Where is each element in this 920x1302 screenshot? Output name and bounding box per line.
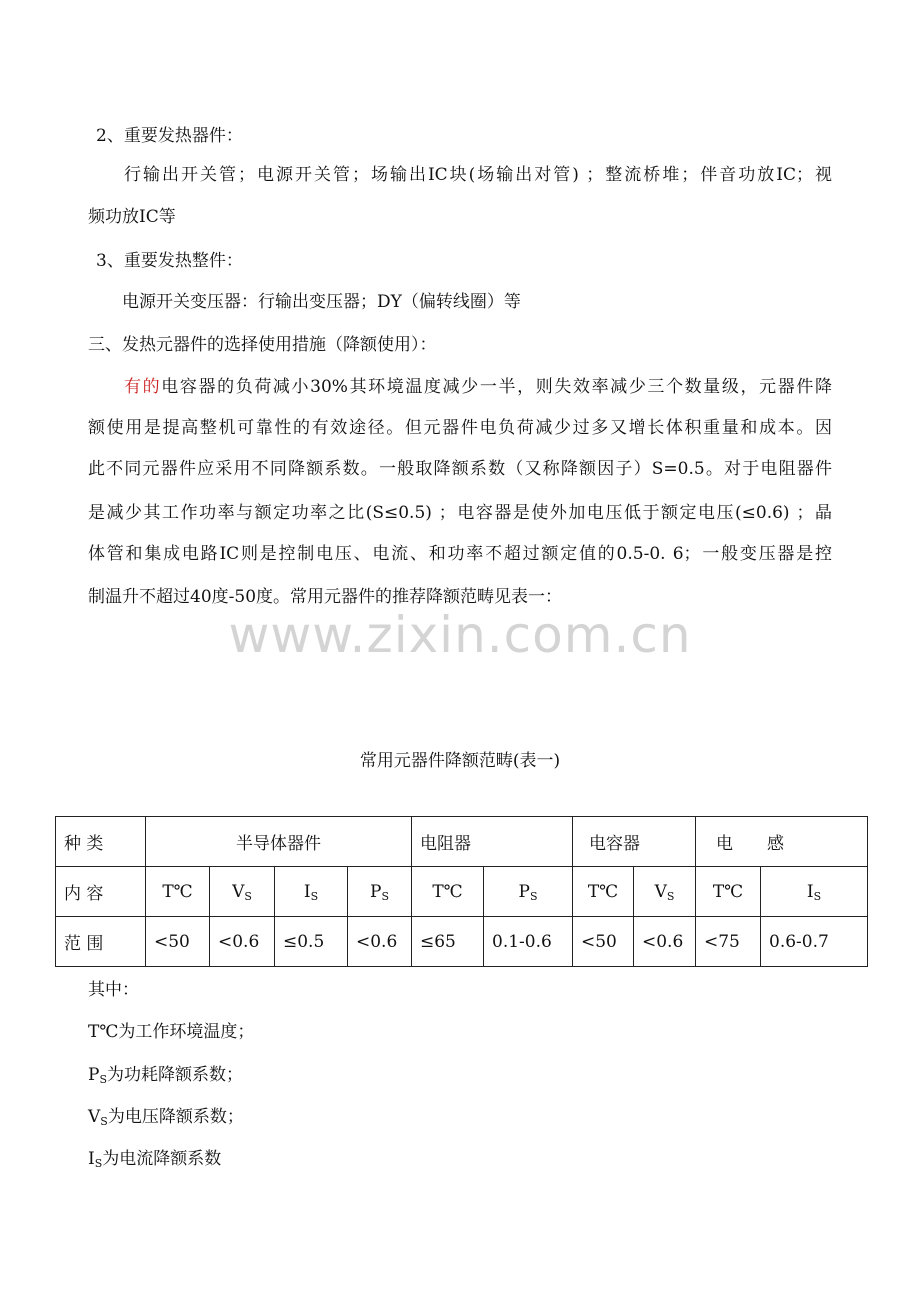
paragraph-line-5: 体管和集成电路IC则是控制电压、电流、和功率不超过额定值的0.5-0. 6；一般变压器是控: [88, 544, 832, 564]
cell-semi-temp: T℃: [146, 867, 210, 917]
header-semiconductor: 半导体器件: [146, 817, 412, 867]
header-inductor: 电 感: [696, 817, 868, 867]
row-label-category: 种 类: [56, 817, 146, 867]
header-resistor: 电阻器: [412, 817, 573, 867]
paragraph-line-4: 是减少其工作功率与额定功率之比(S≤0.5) ；电容器是使外加电压低于额定电压(≤0.6) ；晶: [88, 503, 832, 523]
section-3-line-1: 电源开关变压器：行输出变压器；DY（偏转线圈）等: [122, 292, 521, 312]
cell-resistor-temp: T℃: [412, 867, 484, 917]
range-cell: ≤0.5: [275, 917, 348, 967]
range-cell: <50: [573, 917, 634, 967]
paragraph-line-3: 此不同元器件应采用不同降额系数。一般取降额系数（又称降额因子）S=0.5。对于电阻器件: [88, 459, 832, 479]
note-voltage: $V_S$为电压降额系数；: [88, 1107, 244, 1128]
range-cell: 0.1-0.6: [484, 917, 573, 967]
header-capacitor: 电容器: [573, 817, 696, 867]
range-cell: <0.6: [634, 917, 696, 967]
section-2-line-1: 行输出开关管；电源开关管；场输出IC块(场输出对管) ；整流桥堆；伴音功放IC；视: [124, 165, 832, 185]
table-row-range: [56, 917, 868, 967]
row-label-content: 内 容: [56, 867, 146, 917]
derating-table: [55, 816, 868, 967]
range-cell: <75: [696, 917, 761, 967]
cell-capacitor-temp: T℃: [573, 867, 634, 917]
section-3-title: 3、重要发热整件：: [96, 251, 243, 271]
paragraph-line-6: 制温升不超过40度-50度。常用元器件的推荐降额范畴见表一：: [88, 587, 563, 607]
cell-inductor-current: $I_S$: [761, 867, 868, 917]
range-cell: <0.6: [348, 917, 412, 967]
table-row-content: [56, 867, 868, 917]
note-power: $P_S$为功耗降额系数；: [88, 1065, 243, 1086]
table-row-category: [56, 817, 868, 867]
cell-semi-current: $I_S$: [275, 867, 348, 917]
row-label-range: 范 围: [56, 917, 146, 967]
cell-semi-voltage: $V_S$: [210, 867, 275, 917]
cell-inductor-temp: T℃: [696, 867, 761, 917]
range-cell: 0.6-0.7: [761, 917, 868, 967]
paragraph-line-2: 额使用是提高整机可靠性的有效途径。但元器件电负荷减少过多又增长体积重量和成本。因: [88, 418, 832, 438]
paragraph-line-1-rest: 电容器的负荷减小30%其环境温度减少一半，则失效率减少三个数量级，元器件降: [161, 377, 832, 397]
section-three-title: 三、发热元器件的选择使用措施（降额使用）：: [88, 335, 437, 355]
notes-intro: 其中：: [88, 980, 139, 1000]
note-temperature: T℃为工作环境温度；: [88, 1022, 255, 1042]
section-2-line-2: 频功放IC等: [88, 207, 176, 227]
cell-semi-power: $P_S$: [348, 867, 412, 917]
watermark: www.zixin.com.cn: [228, 606, 692, 664]
note-current: $I_S$为电流降额系数: [88, 1149, 222, 1170]
range-cell: ≤65: [412, 917, 484, 967]
cell-capacitor-voltage: $V_S$: [634, 867, 696, 917]
cell-resistor-power: $P_S$: [484, 867, 573, 917]
section-2-title: 2、重要发热器件：: [96, 126, 243, 146]
range-cell: <0.6: [210, 917, 275, 967]
range-cell: <50: [146, 917, 210, 967]
paragraph-line-1: [124, 375, 832, 399]
highlight-red-text: 有的: [124, 377, 162, 397]
table-caption: 常用元器件降额范畴(表一): [359, 751, 561, 771]
